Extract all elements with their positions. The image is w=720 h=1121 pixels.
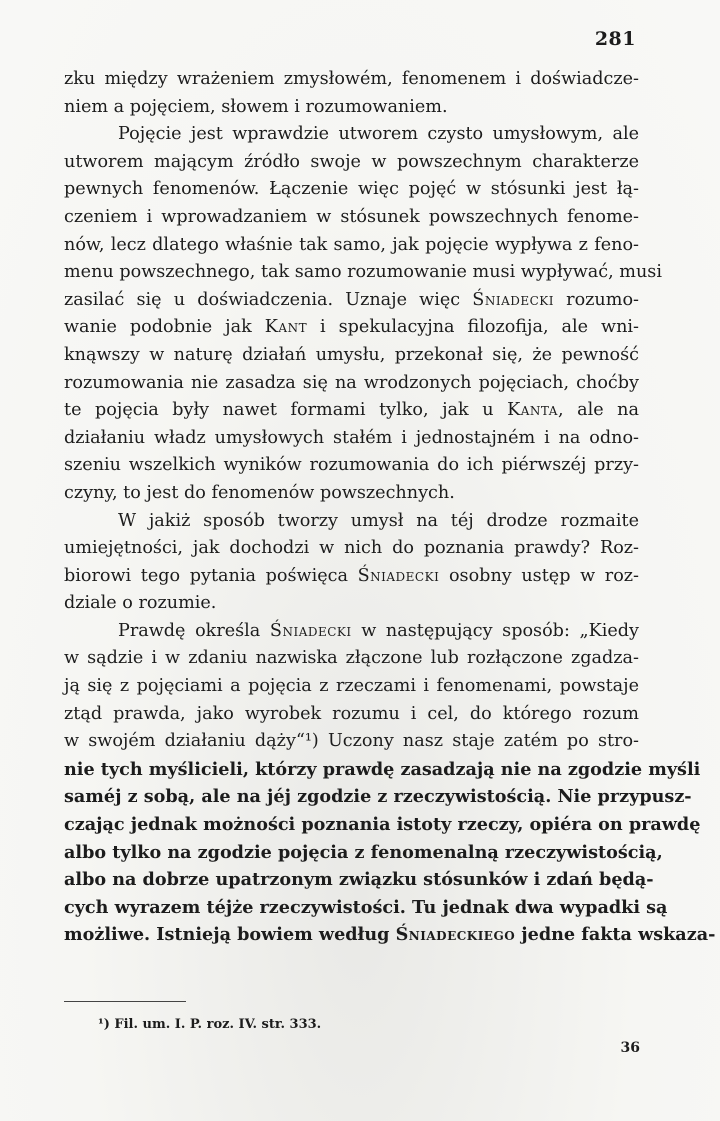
text-line: czając jednak możności poznania istoty rzeczy, opiéra on prawdę <box>64 814 701 836</box>
text-line: ją się z pojęciami a pojęcia z rzeczami i fenomenami, powstaje <box>64 676 639 697</box>
footnote-rule <box>64 1001 186 1002</box>
text-line: utworem mającym źródło swoje w powszechnym charakterze <box>64 151 639 172</box>
text-segment: biorowi tego pytania poświęca <box>64 565 358 586</box>
text-line: albo tylko na zgodzie pojęcia z fenomenalną rzeczywistością, <box>64 841 663 863</box>
text-line: działaniu władz umysłowych stałém i jednostajném i na odno- <box>64 427 639 448</box>
text-line: rozumowania nie zasadza się na wrodzonych pojęciach, choćby <box>64 372 639 393</box>
text-segment: zasilać się u doświadczenia. Uznaje więc <box>64 289 473 310</box>
text-line: nie tych myślicieli, którzy prawdę zasadzają nie na zgodzie myśli <box>64 758 701 780</box>
text-line: menu powszechnego, tak samo rozumowanie musi wypływać, musi <box>64 262 662 283</box>
text-line: nów, lecz dlatego właśnie tak samo, jak pojęcie wypływa z feno- <box>64 234 639 255</box>
text-segment: w następujący sposób: „Kiedy <box>351 620 639 641</box>
text-line: w sądzie i w zdaniu nazwiska złączone lub rozłączone zgadza- <box>64 648 639 669</box>
text-segment: rozumo- <box>554 289 639 310</box>
text-line <box>64 314 639 342</box>
text-line <box>64 921 716 949</box>
page-number: 281 <box>594 28 636 50</box>
text-line <box>64 618 639 646</box>
text-segment: Prawdę określa <box>118 620 270 641</box>
author-name: Kant <box>264 317 308 338</box>
text-line: dziale o rozumie. <box>64 593 217 614</box>
text-line: niem a pojęciem, słowem i rozumowaniem. <box>64 96 448 117</box>
text-line: Pojęcie jest wprawdzie utworem czysto umysłowym, ale <box>118 124 639 145</box>
author-name: Kanta <box>507 400 558 421</box>
signature-mark: 36 <box>620 1040 640 1056</box>
author-name: Śniadeckiego <box>395 924 516 946</box>
author-name: Śniadecki <box>472 289 555 310</box>
text-line: cych wyrazem téjże rzeczywistości. Tu jednak dwa wypadki są <box>64 896 668 918</box>
text-line <box>64 563 639 591</box>
author-name: Śniadecki <box>269 620 352 641</box>
text-segment: osobny ustęp w roz- <box>439 565 639 586</box>
text-line: ztąd prawda, jako wyrobek rozumu i cel, do którego rozum <box>64 703 639 724</box>
text-segment: możliwe. Istnieją bowiem według <box>64 924 396 946</box>
text-segment: i spekulacyjna filozofija, ale wni- <box>307 317 639 338</box>
text-segment: jedne fakta wskaza- <box>515 924 716 946</box>
footnote: ¹) Fil. um. I. P. roz. IV. str. 333. <box>98 1017 322 1032</box>
text-line <box>64 397 639 425</box>
text-line: pewnych fenomenów. Łączenie więc pojęć w stósunki jest łą- <box>64 179 639 200</box>
text-line: szeniu wszelkich wyników rozumowania do ich piérwszéj przy- <box>64 455 639 476</box>
text-line: w swojém działaniu dąży“¹) Uczony nasz staje zatém po stro- <box>64 731 639 752</box>
text-line: umiejętności, jak dochodzi w nich do poznania prawdy? Roz- <box>64 538 639 559</box>
text-line: saméj z sobą, ale na jéj zgodzie z rzeczywistością. Nie przypusz- <box>64 786 692 808</box>
text-segment: wanie podobnie jak <box>64 317 265 338</box>
text-line: albo na dobrze upatrzonym związku stósunków i zdań będą- <box>64 869 654 891</box>
text-line: knąwszy w naturę działań umysłu, przekonał się, że pewność <box>64 344 639 365</box>
author-name: Śniadecki <box>357 565 440 586</box>
text-line: czyny, to jest do fenomenów powszechnych. <box>64 482 455 503</box>
text-line: czeniem i wprowadzaniem w stósunek powszechnych fenome- <box>64 206 639 227</box>
text-line: W jakiż sposób tworzy umysł na téj drodze rozmaite <box>118 510 639 531</box>
text-segment: , ale na <box>557 400 639 421</box>
text-segment: te pojęcia były nawet formami tylko, jak u <box>64 400 508 421</box>
text-line <box>64 287 639 315</box>
text-line: zku między wrażeniem zmysłowém, fenomenem i doświadcze- <box>64 69 639 89</box>
body-text <box>64 66 716 949</box>
